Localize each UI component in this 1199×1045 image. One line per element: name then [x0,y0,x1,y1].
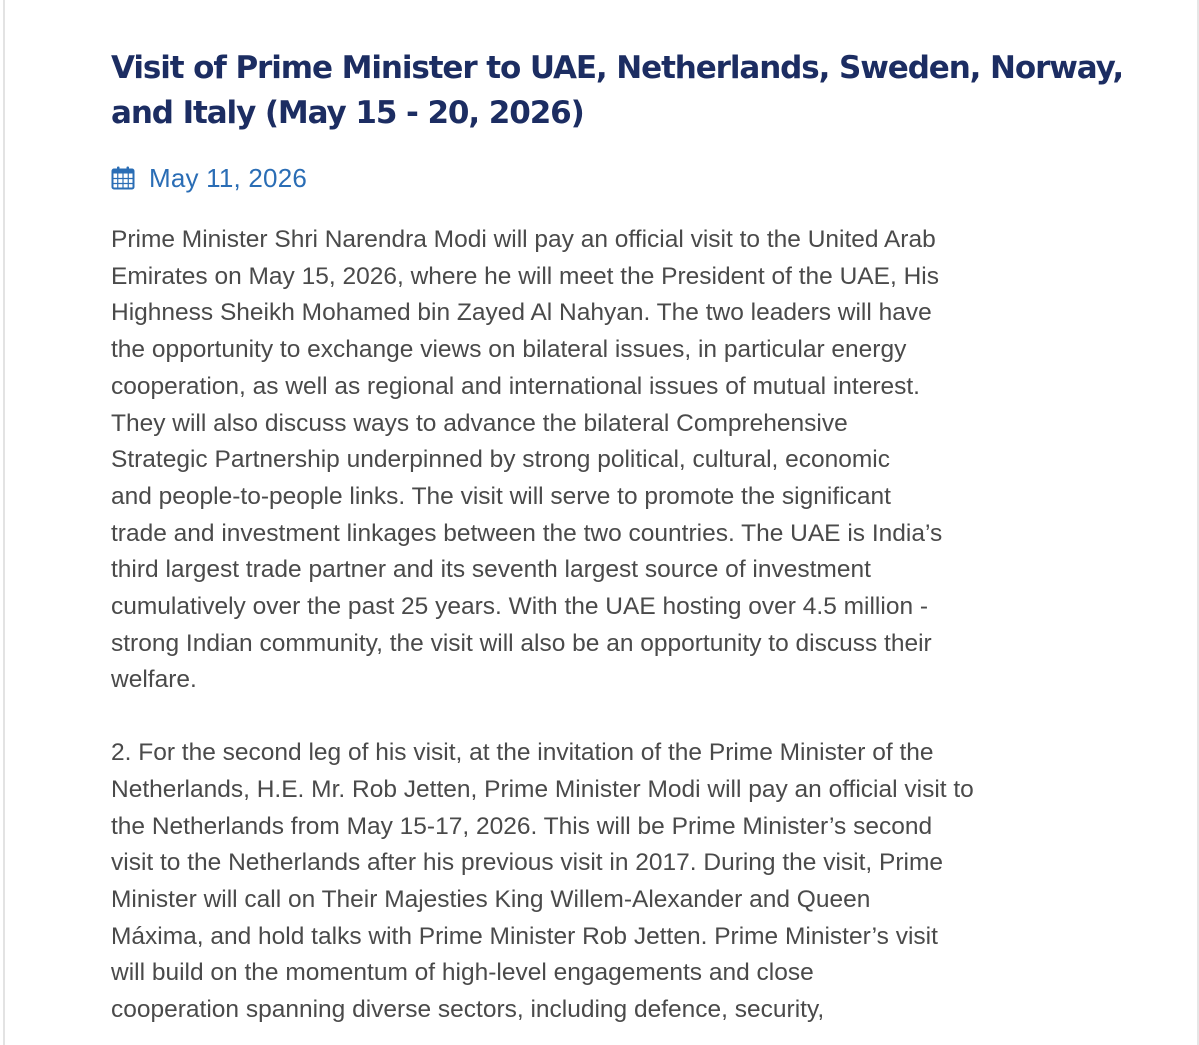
text-line: and people-to-people links. The visit will serve to promote the significant [111,482,891,510]
article-title [111,46,1124,136]
text-line: trade and investment linkages between the two countries. The UAE is India’s [111,519,943,547]
text-line: Minister will call on Their Majesties King Willem-Alexander and Queen [111,885,871,913]
text-line: Highness Sheikh Mohamed bin Zayed Al Nahyan. The two leaders will have [111,299,932,327]
text-line: They will also discuss ways to advance the bilateral Comprehensive [111,409,848,437]
text-line: welfare. [111,666,197,694]
text-line: visit to the Netherlands after his previous visit in 2017. During the visit, Prime [111,849,944,877]
text-line: Strategic Partnership underpinned by strong political, cultural, economic [111,446,890,474]
left-border [3,0,5,1045]
text-line: strong Indian community, the visit will also be an opportunity to discuss their [111,629,932,657]
title-line: Visit of Prime Minister to UAE, Netherlands, Sweden, Norway, [111,50,1124,86]
paragraph-1 [111,222,1101,699]
text-line: Máxima, and hold talks with Prime Minister Rob Jetten. Prime Minister’s visit [111,922,938,950]
text-line: cooperation spanning diverse sectors, including defence, security, [111,996,825,1024]
paragraph-2 [111,735,1101,1029]
text-line: Netherlands, H.E. Mr. Rob Jetten, Prime Minister Modi will pay an official visit to [111,775,974,803]
publish-date: May 11, 2026 [149,162,308,193]
text-line: Prime Minister Shri Narendra Modi will pay an official visit to the United Arab [111,226,936,253]
text-line: third largest trade partner and its seventh largest source of investment [111,556,871,584]
text-line: Emirates on May 15, 2026, where he will meet the President of the UAE, His [111,262,939,290]
text-line: the Netherlands from May 15-17, 2026. This will be Prime Minister’s second [111,812,933,840]
text-line: cumulatively over the past 25 years. With the UAE hosting over 4.5 million - [111,593,929,621]
article-meta [111,163,1101,193]
text-line: the opportunity to exchange views on bilateral issues, in particular energy [111,336,907,364]
title-line: and Italy (May 15 - 20, 2026) [111,95,584,131]
article [111,46,1124,1029]
text-line: 2. For the second leg of his visit, at the invitation of the Prime Minister of the [111,739,934,767]
calendar-icon [111,166,135,190]
text-line: will build on the momentum of high-level engagements and close [111,959,814,987]
text-line: cooperation, as well as regional and international issues of mutual interest. [111,372,920,400]
